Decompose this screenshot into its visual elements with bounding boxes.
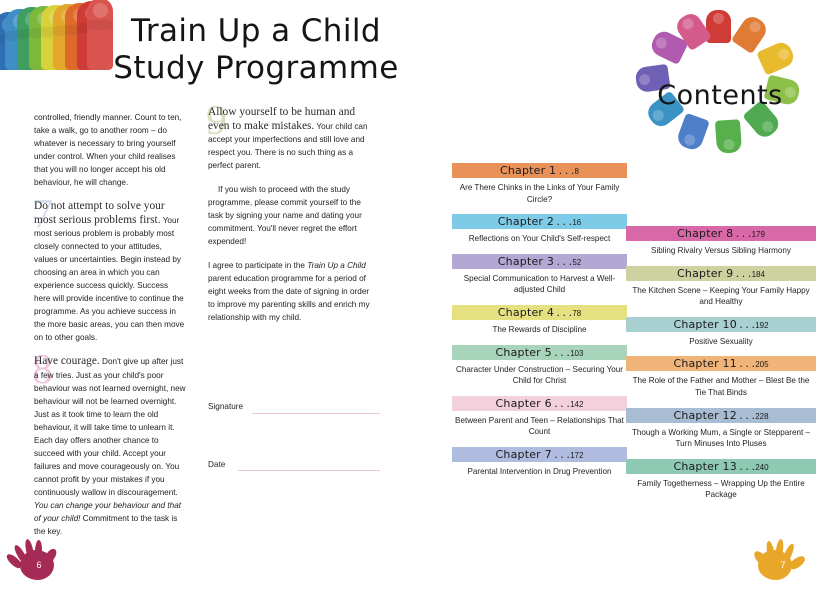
page-title-line-2: Study Programme	[113, 49, 399, 86]
chapter-label: Chapter 8	[677, 227, 734, 240]
chapter-page: 16	[572, 218, 582, 228]
item-lead-9: Allow yourself to be human and even to make mistakes.	[208, 106, 356, 132]
figurine-icon	[29, 6, 59, 70]
chapter-label: Chapter 10	[673, 317, 737, 331]
continuation-paragraph: controlled, friendly manner. Count to ten, take a walk, go to another room – do whatever is necessary to bring yourself under control. When your child realises that you will no longer accept his old behaviour, he will change.	[34, 113, 182, 187]
chapter-label: Chapter 9	[677, 266, 734, 280]
chapter-label: Chapter 7	[495, 447, 552, 461]
chapter-page: 240	[755, 462, 769, 472]
figurine-icon	[65, 3, 95, 70]
chapter-bar[interactable]	[626, 356, 816, 371]
chapter-dots: . . .	[556, 164, 575, 177]
chapter-description: Sibling Rivalry Versus Sibling Harmony	[651, 246, 791, 255]
chapter-entry[interactable]	[452, 447, 627, 478]
chapter-bar[interactable]	[626, 266, 816, 281]
chapter-page: 184	[751, 269, 765, 279]
signature-line[interactable]	[252, 413, 380, 414]
chapter-dots: . . .	[554, 215, 573, 229]
chapter-dots: . . .	[551, 447, 571, 461]
page-gutter	[414, 0, 415, 600]
item-lead-8: Have courage.	[34, 355, 100, 368]
figurine-icon	[77, 1, 107, 70]
chapter-list-left	[452, 163, 627, 487]
page-title-line-1: Train Up a Child	[131, 13, 381, 49]
numbered-item-8	[32, 347, 186, 538]
agreement-post: parent education programme for a period of eight weeks from the date of signing in order to improve my parenting skills and enrich my relationship with my child.	[208, 274, 370, 323]
chapter-bar[interactable]	[452, 345, 627, 360]
chapter-entry[interactable]	[452, 345, 627, 387]
chapter-dots: . . .	[736, 357, 756, 371]
chapter-page: 192	[755, 320, 769, 330]
numbered-item-9	[206, 98, 371, 172]
item-lead-7: Do not attempt to solve your most serious problems first.	[34, 200, 165, 226]
chapter-bar[interactable]	[626, 459, 816, 474]
agreement-pre: I agree to participate in the	[208, 261, 308, 271]
figurine-icon	[756, 39, 796, 75]
chapter-entry[interactable]	[626, 459, 816, 501]
chapter-description: Positive Sexuality	[689, 336, 753, 346]
chapter-description: The Kitchen Scene – Keeping Your Family Happy and Healthy	[632, 285, 810, 307]
chapter-label: Chapter 6	[495, 396, 552, 410]
chapter-page: 103	[570, 348, 584, 358]
chapter-label: Chapter 3	[497, 254, 555, 268]
chapter-bar[interactable]	[452, 305, 627, 320]
chapter-dots: . . .	[554, 254, 573, 268]
chapter-page: 8	[574, 167, 579, 176]
item-body-8-emphasis: You can change your behaviour and that of your child!	[34, 500, 182, 523]
figurine-icon	[41, 5, 71, 70]
item-body-9: Your child can accept your imperfections and still love and respect you. There is no such thing as a perfect parent.	[208, 121, 368, 171]
numbered-item-7	[32, 192, 186, 344]
chapter-label: Chapter 2	[497, 215, 555, 229]
body-column-a	[34, 111, 186, 549]
chapter-label: Chapter 13	[673, 459, 737, 473]
chapter-description: The Rewards of Discipline	[492, 324, 587, 334]
signature-block	[208, 396, 380, 512]
chapter-label: Chapter 1	[499, 164, 557, 177]
chapter-dots: . . .	[736, 317, 756, 331]
figurine-icon	[53, 4, 83, 70]
figurine-icon	[715, 119, 742, 154]
chapter-bar[interactable]	[452, 163, 627, 178]
page-number-right-value: 7	[780, 560, 786, 570]
chapter-page: 179	[751, 230, 765, 239]
chapter-page: 52	[572, 257, 582, 267]
chapter-page: 228	[755, 411, 769, 421]
chapter-bar[interactable]	[626, 317, 816, 332]
chapter-label: Chapter 11	[673, 357, 737, 371]
chapter-dots: . . .	[733, 266, 752, 280]
contents-title: Contents	[657, 80, 783, 111]
chapter-description: Character Under Construction – Securing Your Child for Christ	[456, 364, 623, 386]
chapter-entry[interactable]	[626, 317, 816, 348]
chapter-entry[interactable]	[452, 396, 627, 438]
chapter-page: 142	[570, 399, 584, 409]
page-number-right	[748, 532, 810, 590]
chapter-dots: . . .	[551, 345, 571, 359]
figurine-icon	[17, 7, 47, 70]
chapter-entry[interactable]	[452, 305, 627, 336]
chapter-entry[interactable]	[626, 356, 816, 398]
commitment-paragraph: If you wish to proceed with the study programme, please commit yourself to the task by signing your name and dating your commitment. You'll never regret the effort expended!	[208, 185, 362, 247]
page-number-left-value: 6	[36, 560, 42, 570]
chapter-entry[interactable]	[452, 163, 627, 205]
item-number-watermark: 8	[32, 347, 53, 394]
page-number-left	[8, 532, 70, 590]
page-title	[106, 14, 406, 85]
chapter-description: Are There Chinks in the Links of Your Family Circle?	[459, 183, 620, 204]
chapter-description: Though a Working Mum, a Single or Stepparent – Turn Minuses Into Pluses	[631, 427, 810, 449]
chapter-dots: . . .	[554, 305, 573, 319]
chapter-description: Family Togetherness – Wrapping Up the Entire Package	[637, 478, 805, 500]
chapter-entry[interactable]	[626, 226, 816, 257]
agreement-paragraph	[208, 259, 371, 324]
chapter-entry[interactable]	[626, 408, 816, 450]
item-number-watermark: 9	[206, 98, 227, 144]
figurine-icon	[5, 9, 35, 70]
chapter-bar[interactable]	[452, 214, 627, 229]
chapter-description: Reflections on Your Child's Self-respect	[468, 234, 611, 244]
item-body-8: Don't give up after just a few tries. Just as your child's poor behaviour was not learned overnight, new behaviour will not be learned overnight. Just as it took time to learn the old behaviour, it will take time to unlearn it. Each day offers another chance to succeed with your child. Accept your failures and move courageously on. You cannot profit by your mistakes if you continuously wallow in discouragement.	[34, 357, 186, 497]
chapter-bar[interactable]	[452, 254, 627, 269]
agreement-title: Train Up a Child	[307, 261, 366, 271]
chapter-description: Parental Intervention in Drug Prevention	[467, 466, 612, 476]
chapter-entry[interactable]	[626, 266, 816, 308]
chapter-bar[interactable]	[452, 396, 627, 411]
figurine-icon	[0, 12, 24, 70]
signature-label: Signature	[208, 402, 244, 411]
chapter-page: 205	[755, 360, 769, 370]
chapter-bar[interactable]	[626, 226, 816, 241]
body-column-b	[206, 98, 371, 335]
chapter-label: Chapter 12	[673, 408, 737, 422]
chapter-description: Special Communication to Harvest a Well-adjusted Child	[463, 273, 616, 295]
chapter-dots: . . .	[736, 408, 756, 422]
date-line[interactable]	[238, 470, 380, 471]
date-row	[208, 454, 380, 512]
item-body-7: Your most serious problem is probably most closely connected to your attitudes, values or uncertainties. Begin instead by choosing an area in which you can experience success quickly. Success here will provide incentive to continue the programme. As you achieve success in the more basic areas, you can then move on to other goals.	[34, 215, 185, 343]
chapter-dots: . . .	[736, 459, 756, 473]
signature-row	[208, 396, 380, 454]
chapter-entry[interactable]	[452, 214, 627, 245]
chapter-description: The Role of the Father and Mother – Blest Be the Tie That Binds	[632, 376, 810, 397]
rainbow-figurines-decoration	[0, 0, 112, 70]
item-number-watermark: 7	[32, 192, 53, 238]
chapter-label: Chapter 5	[495, 345, 552, 359]
chapter-description: Between Parent and Teen – Relationships That Count	[455, 415, 624, 437]
chapter-page: 172	[570, 450, 584, 460]
contents-header	[622, 8, 818, 156]
chapter-list-right	[626, 226, 816, 510]
chapter-bar[interactable]	[626, 408, 816, 423]
chapter-dots: . . .	[551, 396, 571, 410]
chapter-dots: . . .	[733, 227, 752, 240]
figurine-icon	[675, 113, 710, 153]
chapter-entry[interactable]	[452, 254, 627, 296]
date-label: Date	[208, 460, 226, 469]
chapter-label: Chapter 4	[497, 305, 555, 319]
item-body-8-tail: Commitment to the task is the key.	[34, 513, 178, 536]
chapter-page: 78	[572, 308, 582, 318]
chapter-bar[interactable]	[452, 447, 627, 462]
